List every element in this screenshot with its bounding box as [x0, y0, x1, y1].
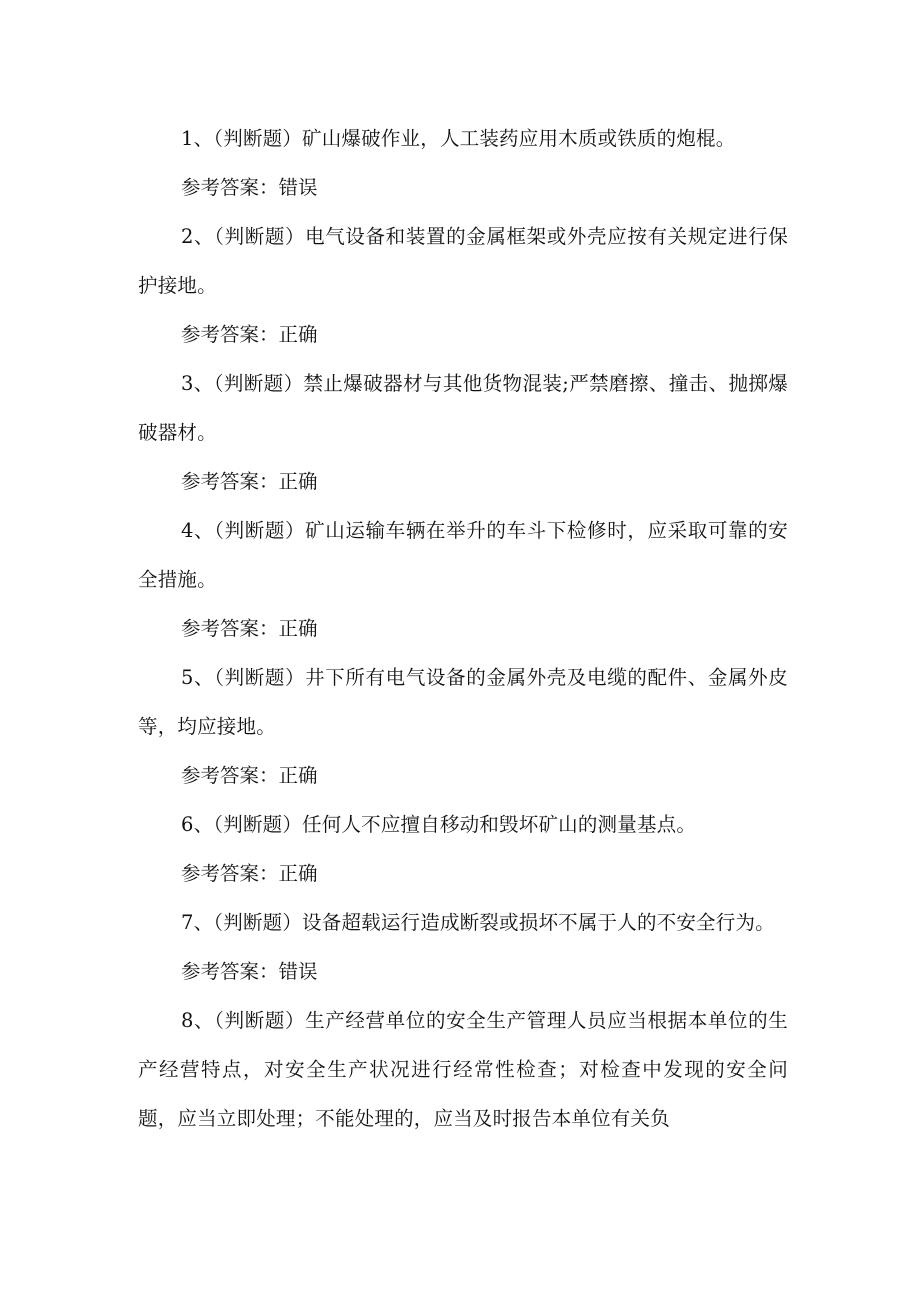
question-4: 4、（判断题）矿山运输车辆在举升的车斗下检修时，应采取可靠的安全措施。	[138, 519, 788, 591]
question-3: 3、（判断题）禁止爆破器材与其他货物混装;严禁磨擦、撞击、抛掷爆破器材。	[138, 372, 788, 444]
answer-6: 参考答案：正确	[181, 862, 318, 885]
question-2: 2、（判断题）电气设备和装置的金属框架或外壳应按有关规定进行保护接地。	[138, 225, 788, 297]
answer-7: 参考答案：错误	[181, 960, 318, 983]
answer-4: 参考答案：正确	[181, 617, 318, 640]
question-1: 1、（判断题）矿山爆破作业，人工装药应用木质或铁质的炮棍。	[181, 127, 736, 150]
answer-5: 参考答案：正确	[181, 764, 318, 787]
document-body	[138, 114, 788, 1143]
question-5: 5、（判断题）井下所有电气设备的金属外壳及电缆的配件、金属外皮等，均应接地。	[138, 666, 788, 738]
answer-2: 参考答案：正确	[181, 323, 318, 346]
question-7: 7、（判断题）设备超载运行造成断裂或损坏不属于人的不安全行为。	[181, 911, 775, 934]
answer-3: 参考答案：正确	[181, 470, 318, 493]
question-8: 8、（判断题）生产经营单位的安全生产管理人员应当根据本单位的生产经营特点，对安全生产状况进行经常性检查；对检查中发现的安全问题，应当立即处理；不能处理的，应当及时报告本单位有关负	[138, 1009, 788, 1130]
answer-1: 参考答案：错误	[181, 176, 318, 199]
question-6: 6、（判断题）任何人不应擅自移动和毁坏矿山的测量基点。	[181, 813, 697, 836]
